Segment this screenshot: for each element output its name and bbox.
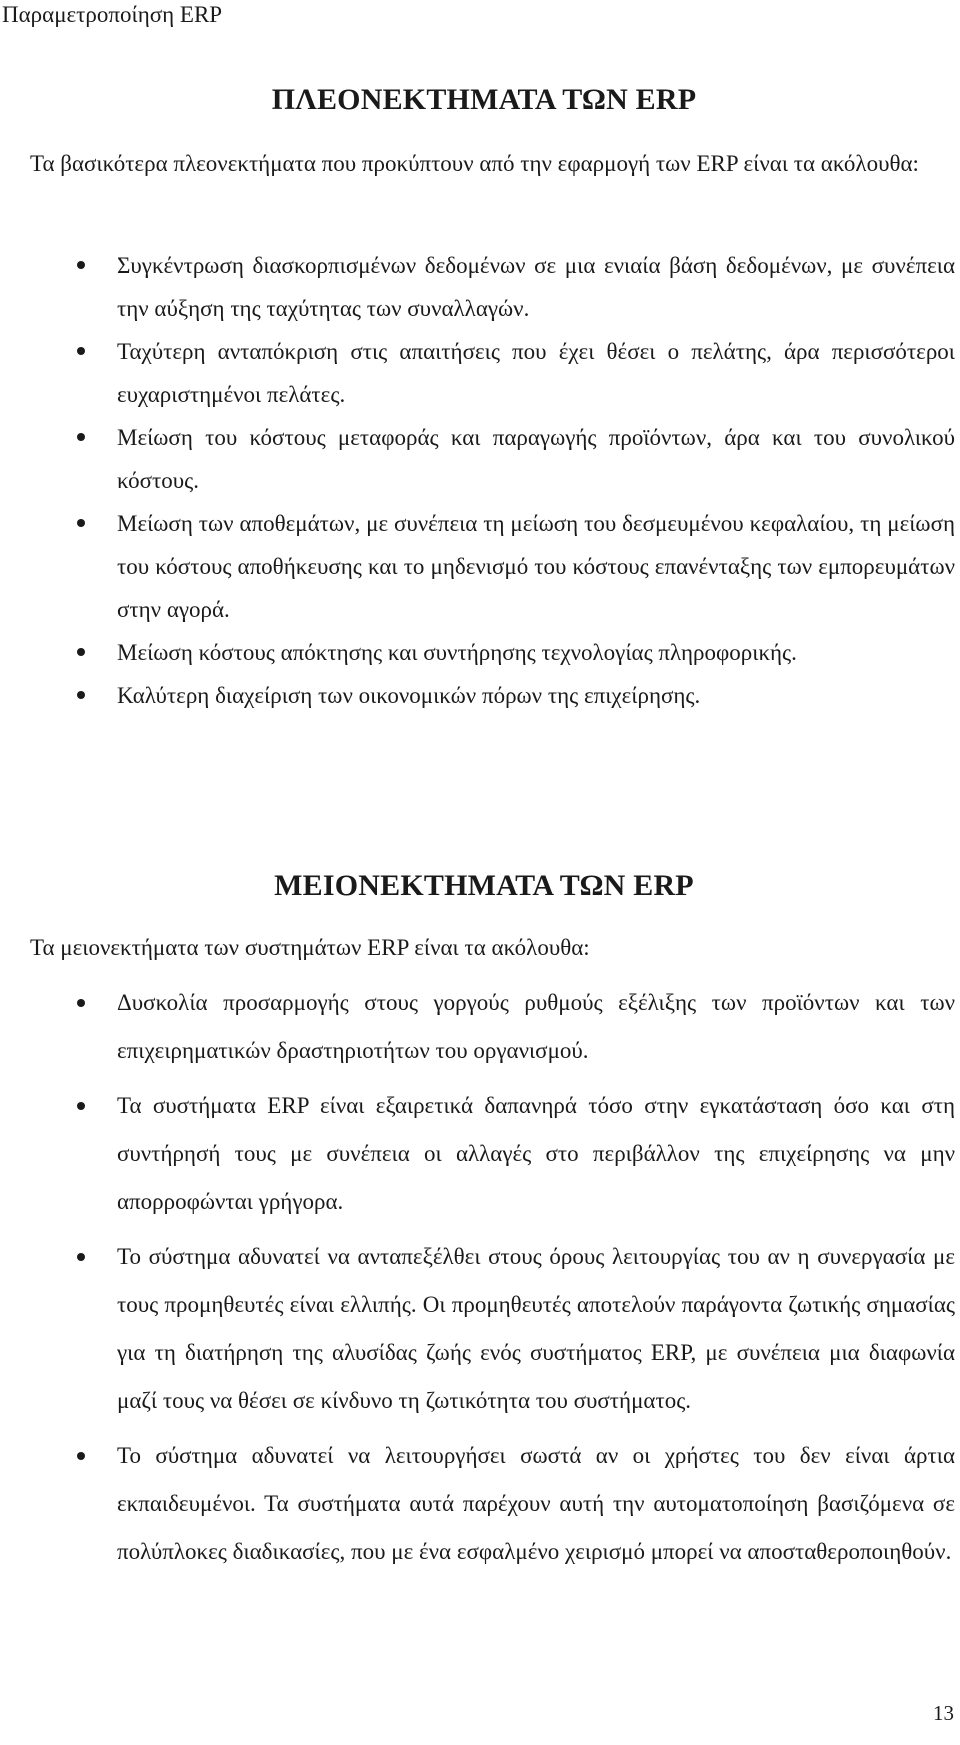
bullet-icon xyxy=(77,999,85,1007)
list-item-text: Καλύτερη διαχείριση των οικονομικών πόρων της επιχείρησης. xyxy=(117,683,701,708)
list-item xyxy=(0,416,960,502)
list-item xyxy=(0,1082,960,1226)
bullet-icon xyxy=(77,261,85,269)
list-item-text: Μείωση κόστους απόκτησης και συντήρησης τεχνολογίας πληροφορικής. xyxy=(117,640,797,665)
list-item-text: Μείωση των αποθεμάτων, με συνέπεια τη μείωση του δεσμευμένου κεφαλαίου, τη μείωση του κόστους αποθήκευσης και το μηδενισμό του κόστους επανένταξης των εμπορευμάτων στην αγορά. xyxy=(117,511,955,622)
list-item-text: Το σύστημα αδυνατεί να ανταπεξέλθει στους όρους λειτουργίας του αν η συνεργασία με τους προμηθευτές είναι ελλιπής. Οι προμηθευτές αποτελούν παράγοντα ζωτικής σημασίας για τη διατήρηση της αλυσίδας ζωής ενός συστήματος ERP, με συνέπεια μια διαφωνία μαζί τους να θέσει σε κίνδυνο τη ζωτικότητα του συστήματος. xyxy=(117,1244,955,1413)
list-item-text: Δυσκολία προσαρμογής στους γοργούς ρυθμούς εξέλιξης των προϊόντων και των επιχειρηματικών δραστηριοτήτων του οργανισμού. xyxy=(117,990,955,1063)
advantages-heading: ΠΛΕΟΝΕΚΤΗΜΑΤΑ ΤΩΝ ERP xyxy=(271,83,697,116)
bullet-icon xyxy=(77,691,85,699)
list-item-text: Μείωση του κόστους μεταφοράς και παραγωγής προϊόντων, άρα και του συνολικού κόστους. xyxy=(117,425,955,493)
disadvantages-list xyxy=(0,979,960,1583)
bullet-icon xyxy=(77,1452,85,1460)
bullet-icon xyxy=(77,1102,85,1110)
list-item xyxy=(0,330,960,416)
bullet-icon xyxy=(77,519,85,527)
bullet-icon xyxy=(77,648,85,656)
list-item xyxy=(0,1432,960,1576)
list-item xyxy=(0,674,960,717)
list-item-text: Ταχύτερη ανταπόκριση στις απαιτήσεις που έχει θέσει ο πελάτης, άρα περισσότεροι ευχαριστημένοι πελάτες. xyxy=(117,339,955,407)
running-header: Παραμετροποίηση ERP xyxy=(2,2,223,27)
bullet-icon xyxy=(77,347,85,355)
list-item-text: Τα συστήματα ERP είναι εξαιρετικά δαπανηρά τόσο στην εγκατάσταση όσο και στη συντήρησή τους με συνέπεια οι αλλαγές στο περιβάλλον της επιχείρησης να μην απορροφώνται γρήγορα. xyxy=(117,1093,955,1214)
advantages-intro: Τα βασικότερα πλεονεκτήματα που προκύπτουν από την εφαρμογή των ERP είναι τα ακόλουθα: xyxy=(30,151,919,176)
disadvantages-heading: ΜΕΙΟΝΕΚΤΗΜΑΤΑ ΤΩΝ ERP xyxy=(274,869,694,902)
list-item xyxy=(0,1233,960,1425)
list-item xyxy=(0,244,960,330)
list-item xyxy=(0,502,960,631)
page-number: 13 xyxy=(933,1701,954,1725)
list-item-text: Το σύστημα αδυνατεί να λειτουργήσει σωστά αν οι χρήστες του δεν είναι άρτια εκπαιδευμένοι. Τα συστήματα αυτά παρέχουν αυτή την αυτοματοποίηση βασιζόμενα σε πολύπλοκες διαδικασίες, που με ένα εσφαλμένο χειρισμό μπορεί να αποσταθεροποιηθούν. xyxy=(117,1443,955,1564)
bullet-icon xyxy=(77,433,85,441)
advantages-list xyxy=(0,244,960,717)
list-item xyxy=(0,631,960,674)
list-item-text: Συγκέντρωση διασκορπισμένων δεδομένων σε μια ενιαία βάση δεδομένων, με συνέπεια την αύξηση της ταχύτητας των συναλλαγών. xyxy=(117,253,955,321)
list-item xyxy=(0,979,960,1075)
disadvantages-intro: Τα μειονεκτήματα των συστημάτων ERP είναι τα ακόλουθα: xyxy=(30,935,590,960)
bullet-icon xyxy=(77,1253,85,1261)
